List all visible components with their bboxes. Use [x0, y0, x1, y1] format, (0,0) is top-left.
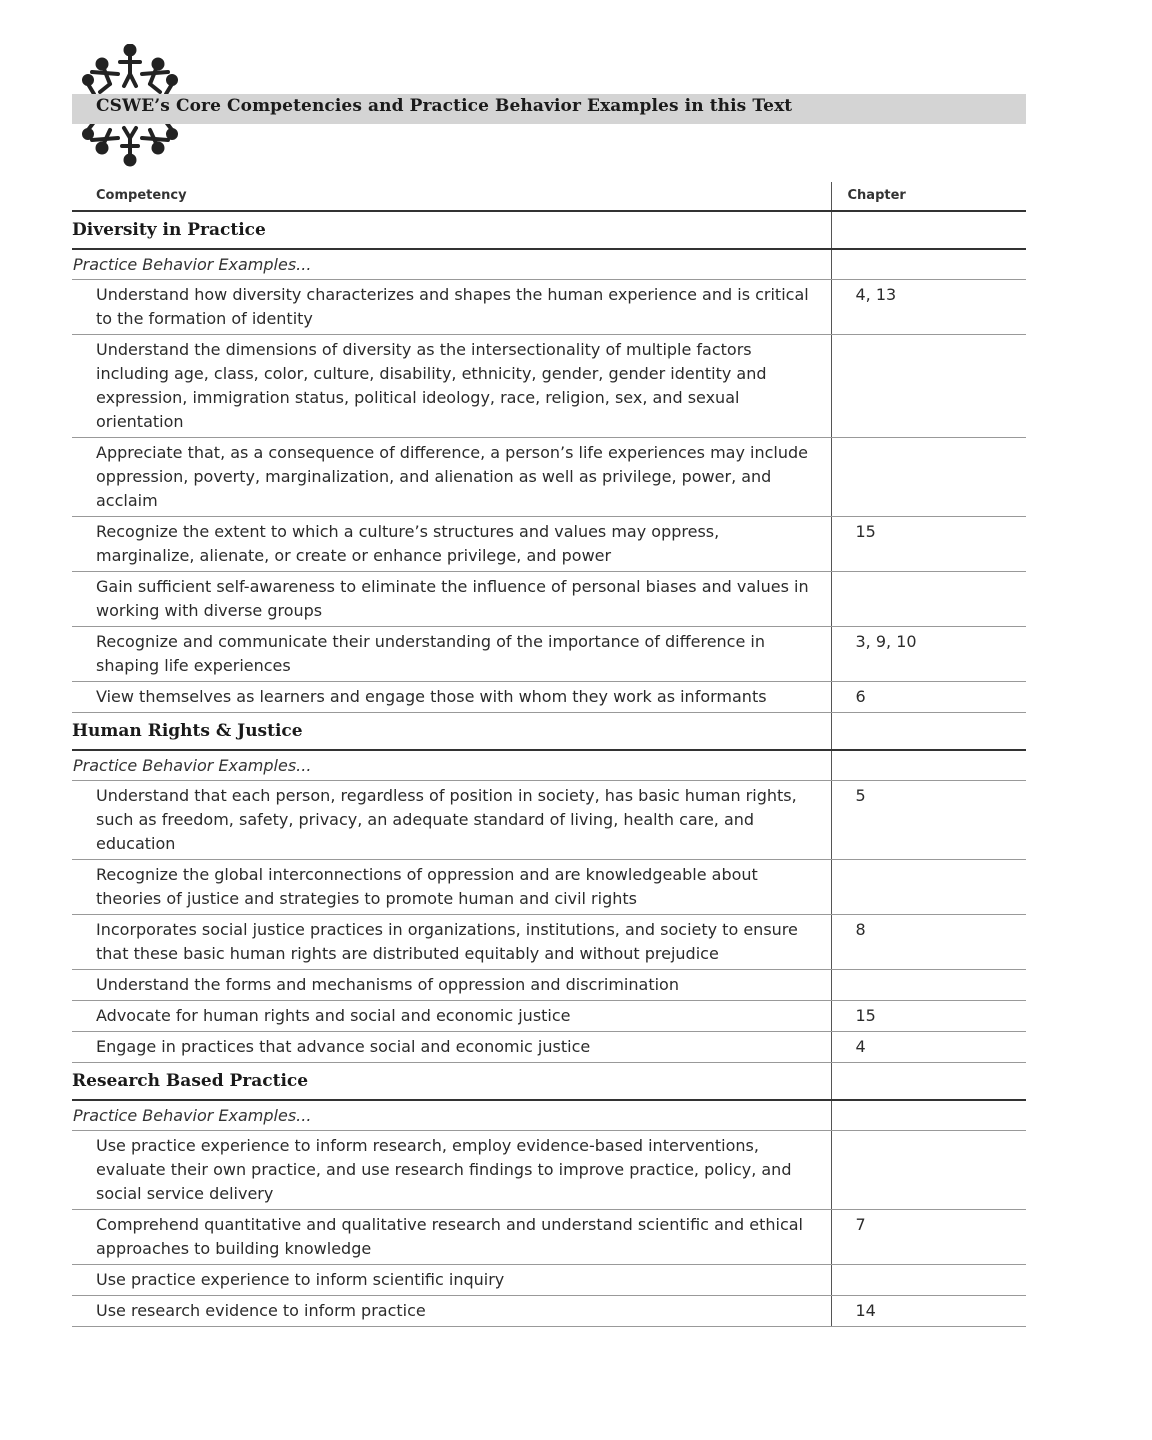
practice-behavior-subheading: Practice Behavior Examples...: [72, 1100, 831, 1131]
chapter-cell: [831, 970, 1026, 1001]
table-row: [72, 1265, 1026, 1296]
section-header-row: [72, 1063, 1026, 1101]
chapter-cell: 3, 9, 10: [831, 627, 1026, 682]
table-row: [72, 915, 1026, 970]
chapter-cell: [831, 860, 1026, 915]
behavior-text: Understand how diversity characterizes and shapes the human experience and is critical to the formation of identity: [72, 280, 831, 335]
chapter-cell: 8: [831, 915, 1026, 970]
competency-table: [72, 182, 1026, 1327]
section-chapter-cell: [831, 211, 1026, 249]
behavior-text: View themselves as learners and engage those with whom they work as informants: [72, 682, 831, 713]
subheading-row: [72, 750, 1026, 781]
subheading-row: [72, 1100, 1026, 1131]
chapter-cell: [831, 335, 1026, 438]
table-row: [72, 1296, 1026, 1327]
table-row: [72, 335, 1026, 438]
section-title: Diversity in Practice: [72, 211, 831, 249]
behavior-text: Incorporates social justice practices in organizations, institutions, and society to ensure that these basic human rights are distributed equitably and without prejudice: [72, 915, 831, 970]
behavior-text: Recognize the extent to which a culture’s structures and values may oppress, marginalize, alienate, or create or enhance privilege, and power: [72, 517, 831, 572]
chapter-cell: [831, 1131, 1026, 1210]
table-row: [72, 280, 1026, 335]
table-row: [72, 517, 1026, 572]
column-header-competency: Competency: [72, 182, 831, 211]
behavior-text: Understand that each person, regardless of position in society, has basic human rights, such as freedom, safety, privacy, an adequate standard of living, health care, and education: [72, 781, 831, 860]
behavior-text: Appreciate that, as a consequence of difference, a person’s life experiences may include oppression, poverty, marginalization, and alienation as well as privilege, power, and acclaim: [72, 438, 831, 517]
table-row: [72, 572, 1026, 627]
behavior-text: Use practice experience to inform research, employ evidence-based interventions, evaluate their own practice, and use research findings to improve practice, policy, and social service delivery: [72, 1131, 831, 1210]
table-row: [72, 1001, 1026, 1032]
behavior-text: Engage in practices that advance social and economic justice: [72, 1032, 831, 1063]
behavior-text: Use research evidence to inform practice: [72, 1296, 831, 1327]
chapter-cell: [831, 438, 1026, 517]
table-row: [72, 438, 1026, 517]
table-body: [72, 211, 1026, 1327]
behavior-text: Use practice experience to inform scientific inquiry: [72, 1265, 831, 1296]
section-chapter-cell: [831, 713, 1026, 751]
section-title: Research Based Practice: [72, 1063, 831, 1101]
section-chapter-cell: [831, 1063, 1026, 1101]
subheading-chapter-cell: [831, 1100, 1026, 1131]
chapter-cell: 14: [831, 1296, 1026, 1327]
column-header-chapter: Chapter: [831, 182, 1026, 211]
behavior-text: Understand the forms and mechanisms of oppression and discrimination: [72, 970, 831, 1001]
page-title: CSWE’s Core Competencies and Practice Behavior Examples in this Text: [96, 96, 793, 116]
table-row: [72, 627, 1026, 682]
table-row: [72, 1131, 1026, 1210]
table-row: [72, 781, 1026, 860]
subheading-chapter-cell: [831, 249, 1026, 280]
table-row: [72, 682, 1026, 713]
chapter-cell: 5: [831, 781, 1026, 860]
chapter-cell: 15: [831, 1001, 1026, 1032]
practice-behavior-subheading: Practice Behavior Examples...: [72, 249, 831, 280]
chapter-cell: 4: [831, 1032, 1026, 1063]
behavior-text: Recognize and communicate their understanding of the importance of difference in shaping life experiences: [72, 627, 831, 682]
subheading-row: [72, 249, 1026, 280]
chapter-cell: 4, 13: [831, 280, 1026, 335]
subheading-chapter-cell: [831, 750, 1026, 781]
behavior-text: Gain sufficient self-awareness to eliminate the influence of personal biases and values in working with diverse groups: [72, 572, 831, 627]
behavior-text: Understand the dimensions of diversity as the intersectionality of multiple factors including age, class, color, culture, disability, ethnicity, gender, gender identity and expression, immigration status, political ideology, race, religion, sex, and sexual orientation: [72, 335, 831, 438]
chapter-cell: 7: [831, 1210, 1026, 1265]
chapter-cell: [831, 1265, 1026, 1296]
table-row: [72, 860, 1026, 915]
chapter-cell: [831, 572, 1026, 627]
section-header-row: [72, 713, 1026, 751]
chapter-cell: 15: [831, 517, 1026, 572]
section-title: Human Rights & Justice: [72, 713, 831, 751]
behavior-text: Comprehend quantitative and qualitative research and understand scientific and ethical approaches to building knowledge: [72, 1210, 831, 1265]
behavior-text: Advocate for human rights and social and economic justice: [72, 1001, 831, 1032]
chapter-cell: 6: [831, 682, 1026, 713]
table-row: [72, 1032, 1026, 1063]
table-row: [72, 1210, 1026, 1265]
practice-behavior-subheading: Practice Behavior Examples...: [72, 750, 831, 781]
section-header-row: [72, 211, 1026, 249]
table-header-row: [72, 182, 1026, 211]
table-row: [72, 970, 1026, 1001]
behavior-text: Recognize the global interconnections of oppression and are knowledgeable about theories of justice and strategies to promote human and civil rights: [72, 860, 831, 915]
